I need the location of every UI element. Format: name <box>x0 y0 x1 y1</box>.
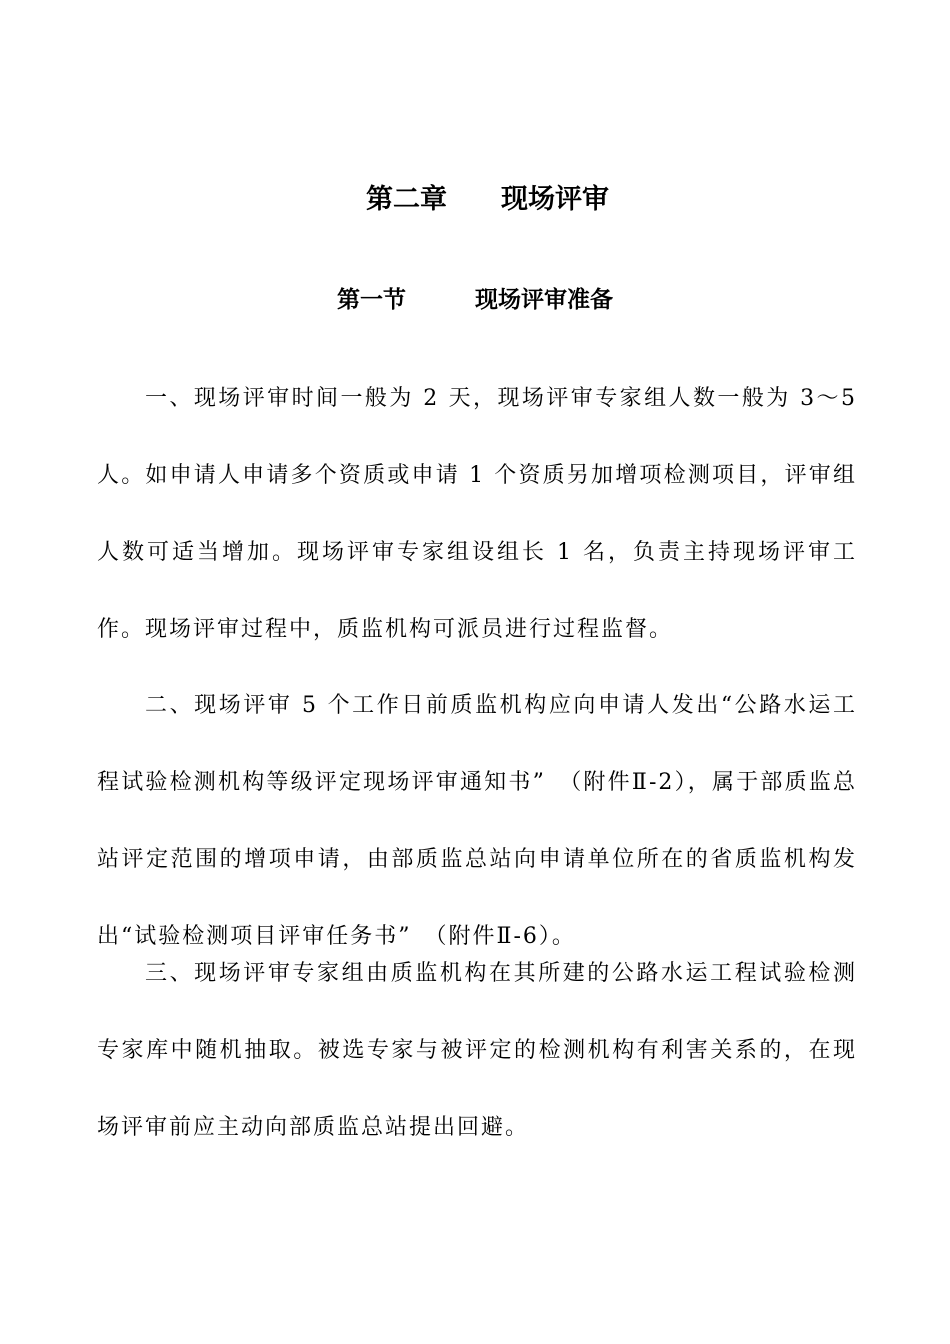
paragraph-2: 二、现场评审 5 个工作日前质监机构应向申请人发出“公路水运工程试验检测机构等级评定现场评审通知书” （附件Ⅱ-2），属于部质监总站评定范围的增项申请，由部质监总站向申请单位所在的省质监机构发出“试验检测项目评审任务书” （附件Ⅱ-6）。 <box>97 693 857 949</box>
paragraph-1: 一、现场评审时间一般为 2 天，现场评审专家组人数一般为 3～5 人。如申请人申请多个资质或申请 1 个资质另加增项检测项目，评审组人数可适当增加。现场评审专家组设组长 1 名，负责主持现场评审工作。现场评审过程中，质监机构可派员进行过程监督。 <box>97 386 857 642</box>
chapter-title: 第二章 现场评审 <box>366 184 609 215</box>
section-title: 第一节 现场评审准备 <box>337 287 613 313</box>
paragraph-3: 三、现场评审专家组由质监机构在其所建的公路水运工程试验检测专家库中随机抽取。被选专家与被评定的检测机构有利害关系的，在现场评审前应主动向部质监总站提出回避。 <box>97 961 857 1140</box>
